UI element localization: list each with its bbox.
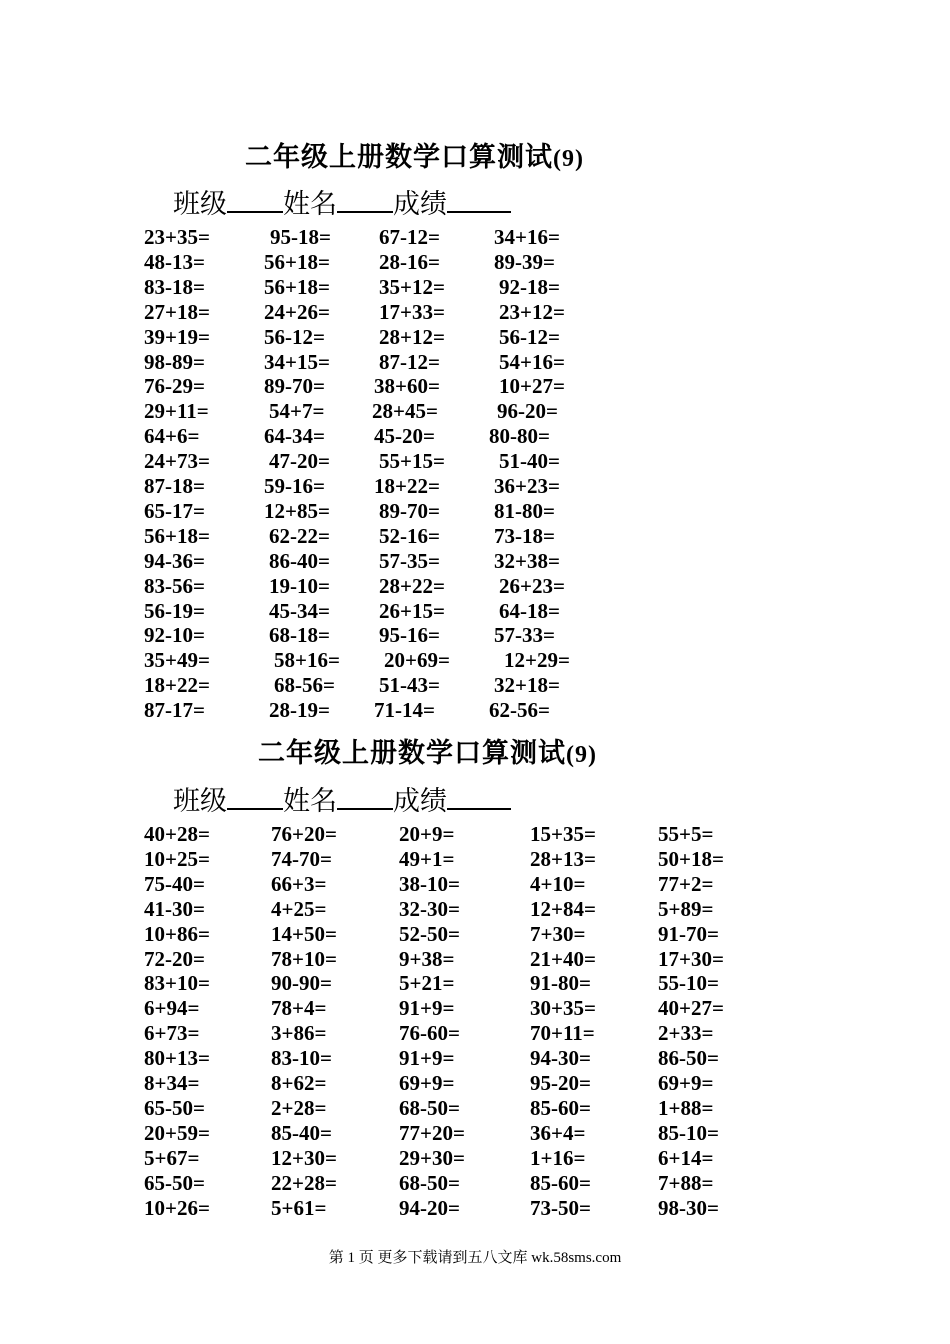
arithmetic-problem: 28+13= — [530, 846, 596, 871]
arithmetic-problem: 91+9= — [399, 996, 455, 1021]
page-footer: 第 1 页 更多下载请到五八文库 wk.58sms.com — [328, 1250, 622, 1266]
arithmetic-problem: 32-30= — [399, 896, 460, 921]
arithmetic-problem: 24+26= — [264, 299, 330, 324]
arithmetic-problem: 45-34= — [269, 598, 330, 623]
arithmetic-problem: 72-20= — [144, 946, 205, 971]
arithmetic-problem: 56+18= — [144, 523, 210, 548]
arithmetic-problem: 28+45= — [372, 399, 438, 424]
arithmetic-problem: 32+18= — [494, 673, 560, 698]
arithmetic-problem: 67-12= — [379, 225, 440, 249]
name-blank — [337, 784, 393, 810]
arithmetic-problem: 73-18= — [494, 523, 555, 548]
arithmetic-problem: 94-36= — [144, 548, 205, 573]
arithmetic-problem: 10+86= — [144, 921, 210, 946]
arithmetic-problem: 12+29= — [504, 648, 570, 673]
arithmetic-problem: 64-34= — [264, 424, 325, 449]
arithmetic-problem: 56-19= — [144, 598, 205, 623]
arithmetic-problem: 5+89= — [658, 896, 714, 921]
section2-title-text: 二年级上册数学口算测试 — [258, 738, 566, 769]
arithmetic-problem: 85-40= — [271, 1120, 332, 1145]
arithmetic-problem: 29+30= — [399, 1145, 465, 1170]
arithmetic-problem: 62-56= — [489, 698, 550, 723]
arithmetic-problem: 92-10= — [144, 623, 205, 648]
arithmetic-problem: 34+16= — [494, 225, 560, 249]
arithmetic-problem: 28-16= — [379, 249, 440, 274]
arithmetic-problem: 96-20= — [497, 399, 558, 424]
arithmetic-problem: 4+10= — [530, 871, 586, 896]
arithmetic-problem: 30+35= — [530, 996, 596, 1021]
arithmetic-problem: 45-20= — [374, 424, 435, 449]
arithmetic-problem: 50+18= — [658, 846, 724, 871]
arithmetic-problem: 39+19= — [144, 324, 210, 349]
arithmetic-problem: 1+88= — [658, 1095, 714, 1120]
class-blank — [227, 784, 283, 810]
arithmetic-problem: 52-16= — [379, 523, 440, 548]
arithmetic-problem: 52-50= — [399, 921, 460, 946]
arithmetic-problem: 55-10= — [658, 971, 719, 996]
arithmetic-problem: 28+22= — [379, 573, 445, 598]
arithmetic-problem: 35+49= — [144, 648, 210, 673]
arithmetic-problem: 38-10= — [399, 871, 460, 896]
section1-title — [245, 135, 584, 174]
arithmetic-problem: 2+33= — [658, 1021, 714, 1046]
arithmetic-problem: 38+60= — [374, 374, 440, 399]
arithmetic-problem: 36+4= — [530, 1120, 586, 1145]
arithmetic-problem: 20+59= — [144, 1120, 210, 1145]
arithmetic-problem: 10+25= — [144, 846, 210, 871]
score-label: 成绩 — [393, 786, 447, 817]
section2-student-info — [173, 779, 511, 818]
arithmetic-problem: 56-12= — [499, 324, 560, 349]
arithmetic-problem: 76-29= — [144, 374, 205, 399]
arithmetic-problem: 76-60= — [399, 1021, 460, 1046]
arithmetic-problem: 66+3= — [271, 871, 327, 896]
arithmetic-problem: 6+94= — [144, 996, 200, 1021]
arithmetic-problem: 64-18= — [499, 598, 560, 623]
arithmetic-problem: 90-90= — [271, 971, 332, 996]
arithmetic-problem: 56+18= — [264, 249, 330, 274]
arithmetic-problem: 86-40= — [269, 548, 330, 573]
arithmetic-problem: 9+38= — [399, 946, 455, 971]
arithmetic-problem: 95-16= — [379, 623, 440, 648]
arithmetic-problem: 3+86= — [271, 1021, 327, 1046]
arithmetic-problem: 57-33= — [494, 623, 555, 648]
arithmetic-problem: 68-50= — [399, 1095, 460, 1120]
arithmetic-problem: 6+14= — [658, 1145, 714, 1170]
arithmetic-problem: 10+27= — [499, 374, 565, 399]
arithmetic-problem: 7+88= — [658, 1170, 714, 1195]
section1-student-info — [173, 182, 511, 221]
arithmetic-problem: 6+73= — [144, 1021, 200, 1046]
arithmetic-problem: 15+35= — [530, 822, 596, 846]
section2-title-number: (9) — [566, 742, 597, 768]
arithmetic-problem: 64+6= — [144, 424, 200, 449]
arithmetic-problem: 17+33= — [379, 299, 445, 324]
arithmetic-problem: 87-17= — [144, 698, 205, 723]
arithmetic-problem: 19-10= — [269, 573, 330, 598]
arithmetic-problem: 75-40= — [144, 871, 205, 896]
arithmetic-problem: 89-70= — [264, 374, 325, 399]
arithmetic-problem: 56+18= — [264, 274, 330, 299]
arithmetic-problem: 22+28= — [271, 1170, 337, 1195]
arithmetic-problem: 36+23= — [494, 474, 560, 498]
arithmetic-problem: 83-56= — [144, 573, 205, 598]
arithmetic-problem: 5+21= — [399, 971, 455, 996]
arithmetic-problem: 23+12= — [499, 299, 565, 324]
arithmetic-problem: 98-89= — [144, 349, 205, 374]
arithmetic-problem: 83+10= — [144, 971, 210, 996]
arithmetic-problem: 87-12= — [379, 349, 440, 374]
arithmetic-problem: 86-50= — [658, 1046, 719, 1071]
arithmetic-problem: 98-30= — [658, 1195, 719, 1220]
name-label: 姓名 — [283, 189, 337, 220]
arithmetic-problem: 57-35= — [379, 548, 440, 573]
arithmetic-problem: 65-17= — [144, 498, 205, 523]
arithmetic-problem: 18+22= — [374, 474, 440, 498]
arithmetic-problem: 8+34= — [144, 1071, 200, 1095]
arithmetic-problem: 68-50= — [399, 1170, 460, 1195]
arithmetic-problem: 54+16= — [499, 349, 565, 374]
arithmetic-problem: 32+38= — [494, 548, 560, 573]
arithmetic-problem: 47-20= — [269, 449, 330, 474]
arithmetic-problem: 14+50= — [271, 921, 337, 946]
arithmetic-problem: 12+84= — [530, 896, 596, 921]
arithmetic-problem: 94-30= — [530, 1046, 591, 1071]
class-blank — [227, 187, 283, 213]
arithmetic-problem: 74-70= — [271, 846, 332, 871]
arithmetic-problem: 69+9= — [399, 1071, 455, 1095]
arithmetic-problem: 59-16= — [264, 474, 325, 498]
arithmetic-problem: 85-60= — [530, 1170, 591, 1195]
arithmetic-problem: 24+73= — [144, 449, 210, 474]
arithmetic-problem: 7+30= — [530, 921, 586, 946]
arithmetic-problem: 27+18= — [144, 299, 210, 324]
arithmetic-problem: 5+67= — [144, 1145, 200, 1170]
arithmetic-problem: 23+35= — [144, 225, 210, 249]
arithmetic-problem: 48-13= — [144, 249, 205, 274]
arithmetic-problem: 28+12= — [379, 324, 445, 349]
name-blank — [337, 187, 393, 213]
arithmetic-problem: 80-80= — [489, 424, 550, 449]
class-label: 班级 — [173, 786, 227, 817]
score-blank — [447, 187, 511, 213]
section1-title-number: (9) — [553, 146, 584, 172]
score-blank — [447, 784, 511, 810]
arithmetic-problem: 78+4= — [271, 996, 327, 1021]
arithmetic-problem: 91-70= — [658, 921, 719, 946]
arithmetic-problem: 69+9= — [658, 1071, 714, 1095]
arithmetic-problem: 20+9= — [399, 822, 455, 846]
section1-title-text: 二年级上册数学口算测试 — [245, 142, 553, 173]
arithmetic-problem: 28-19= — [269, 698, 330, 723]
arithmetic-problem: 54+7= — [269, 399, 325, 424]
arithmetic-problem: 92-18= — [499, 274, 560, 299]
arithmetic-problem: 89-39= — [494, 249, 555, 274]
arithmetic-problem: 55+5= — [658, 822, 714, 846]
arithmetic-problem: 26+23= — [499, 573, 565, 598]
arithmetic-problem: 76+20= — [271, 822, 337, 846]
arithmetic-problem: 1+16= — [530, 1145, 586, 1170]
arithmetic-problem: 41-30= — [144, 896, 205, 921]
arithmetic-problem: 40+28= — [144, 822, 210, 846]
arithmetic-problem: 20+69= — [384, 648, 450, 673]
arithmetic-problem: 4+25= — [271, 896, 327, 921]
arithmetic-problem: 49+1= — [399, 846, 455, 871]
arithmetic-problem: 70+11= — [530, 1021, 595, 1046]
arithmetic-problem: 58+16= — [274, 648, 340, 673]
arithmetic-problem: 78+10= — [271, 946, 337, 971]
arithmetic-problem: 40+27= — [658, 996, 724, 1021]
arithmetic-problem: 91+9= — [399, 1046, 455, 1071]
name-label: 姓名 — [283, 786, 337, 817]
arithmetic-problem: 95-18= — [270, 225, 331, 249]
arithmetic-problem: 21+40= — [530, 946, 596, 971]
arithmetic-problem: 94-20= — [399, 1195, 460, 1220]
arithmetic-problem: 51-40= — [499, 449, 560, 474]
arithmetic-problem: 77+20= — [399, 1120, 465, 1145]
class-label: 班级 — [173, 189, 227, 220]
arithmetic-problem: 56-12= — [264, 324, 325, 349]
arithmetic-problem: 85-10= — [658, 1120, 719, 1145]
arithmetic-problem: 8+62= — [271, 1071, 327, 1095]
arithmetic-problem: 83-10= — [271, 1046, 332, 1071]
arithmetic-problem: 62-22= — [269, 523, 330, 548]
arithmetic-problem: 18+22= — [144, 673, 210, 698]
arithmetic-problem: 65-50= — [144, 1095, 205, 1120]
arithmetic-problem: 81-80= — [494, 498, 555, 523]
arithmetic-problem: 55+15= — [379, 449, 445, 474]
arithmetic-problem: 17+30= — [658, 946, 724, 971]
arithmetic-problem: 26+15= — [379, 598, 445, 623]
arithmetic-problem: 83-18= — [144, 274, 205, 299]
arithmetic-problem: 77+2= — [658, 871, 714, 896]
score-label: 成绩 — [393, 189, 447, 220]
arithmetic-problem: 95-20= — [530, 1071, 591, 1095]
arithmetic-problem: 51-43= — [379, 673, 440, 698]
arithmetic-problem: 91-80= — [530, 971, 591, 996]
arithmetic-problem: 12+30= — [271, 1145, 337, 1170]
arithmetic-problem: 29+11= — [144, 399, 209, 424]
arithmetic-problem: 12+85= — [264, 498, 330, 523]
arithmetic-problem: 80+13= — [144, 1046, 210, 1071]
arithmetic-problem: 68-18= — [269, 623, 330, 648]
arithmetic-problem: 85-60= — [530, 1095, 591, 1120]
arithmetic-problem: 68-56= — [274, 673, 335, 698]
arithmetic-problem: 71-14= — [374, 698, 435, 723]
arithmetic-problem: 5+61= — [271, 1195, 327, 1220]
section2-title — [258, 731, 597, 770]
arithmetic-problem: 89-70= — [379, 498, 440, 523]
arithmetic-problem: 87-18= — [144, 474, 205, 498]
arithmetic-problem: 35+12= — [379, 274, 445, 299]
arithmetic-problem: 34+15= — [264, 349, 330, 374]
arithmetic-problem: 65-50= — [144, 1170, 205, 1195]
arithmetic-problem: 2+28= — [271, 1095, 327, 1120]
arithmetic-problem: 10+26= — [144, 1195, 210, 1220]
arithmetic-problem: 73-50= — [530, 1195, 591, 1220]
